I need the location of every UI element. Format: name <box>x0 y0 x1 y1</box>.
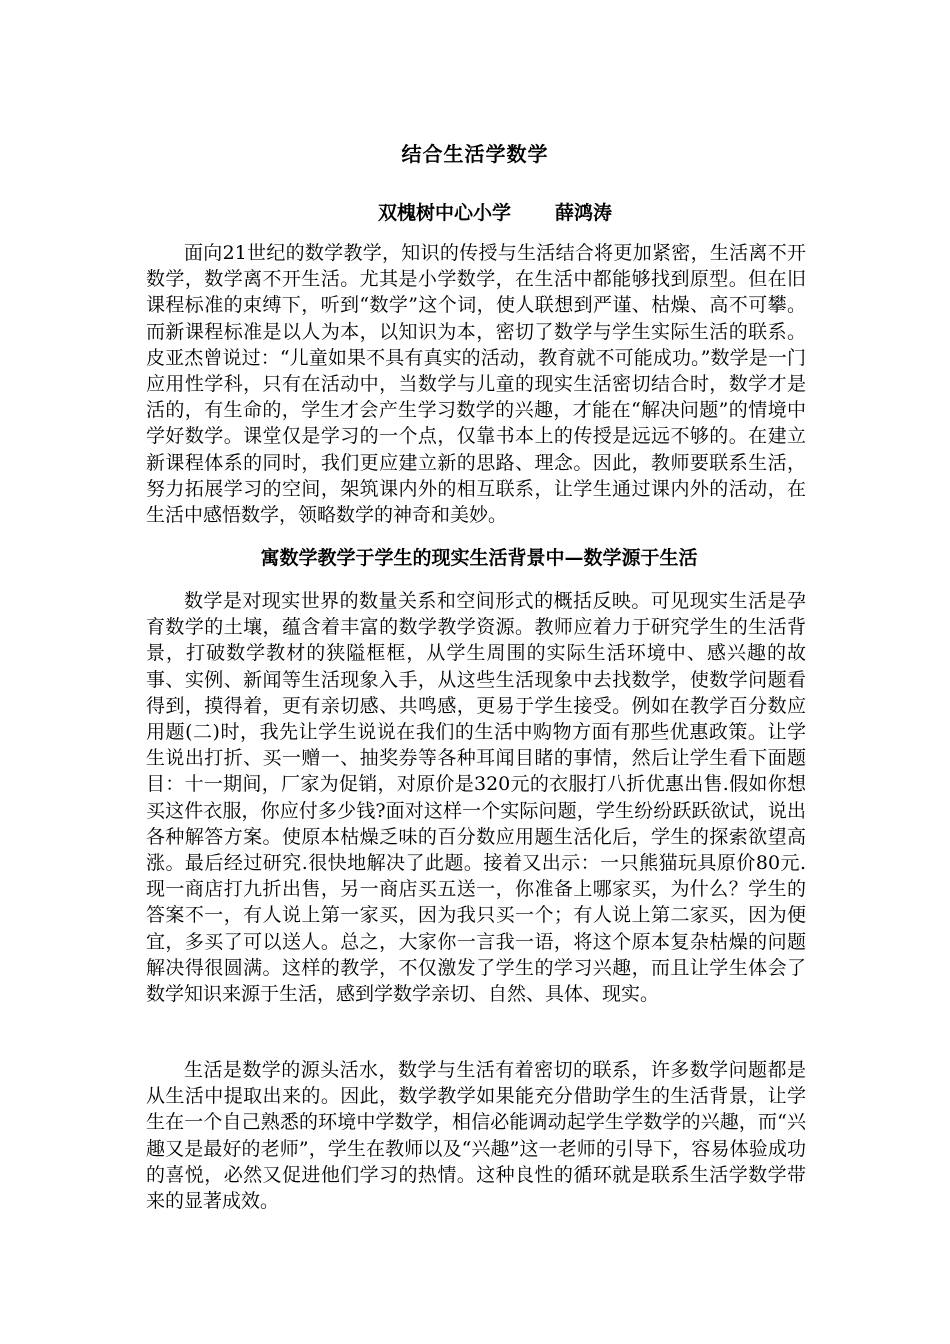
byline-school: 双槐树中心小学 <box>377 202 511 224</box>
section-paragraph: 数学是对现实世界的数量关系和空间形式的概括反映。可见现实生活是孕育数学的土壤，蕴含着丰富的数学教学资源。教师应着力于研究学生的生活背景，打破数学教材的狭隘框框，从学生周围的实际生活环境中、感兴趣的故事、实例、新闻等生活现象入手，从这些生活现象中去找数学，使数学问题看得到，摸得着，更有亲切感、共鸣感，更易于学生接受。例如在教学百分数应用题(二)时，我先让学生说说在我们的生活中购物方面有那些优惠政策。让学生说出打折、买一赠一、抽奖券等各种耳闻目睹的事情，然后让学生看下面题目：十一期间，厂家为促销，对原价是320元的衣服打八折优惠出售.假如你想买这件衣服，你应付多少钱?面对这样一个实际问题，学生纷纷跃跃欲试，说出各种解答方案。使原本枯燥乏味的百分数应用题生活化后，学生的探索欲望高涨。最后经过研究.很快地解决了此题。接着又出示：一只熊猫玩具原价80元.现一商店打九折出售，另一商店买五送一，你准备上哪家买，为什么？学生的答案不一，有人说上第一家买，因为我只买一个；有人说上第二家买，因为便宜，多买了可以送人。总之，大家你一言我一语，将这个原本复杂枯燥的问题解决得很圆满。这样的教学，不仅激发了学生的学习兴趣，而且让学生体会了数学知识来源于生活，感到学数学亲切、自然、具体、现实。 <box>146 590 806 1006</box>
byline-author: 薛鸿涛 <box>555 202 613 224</box>
byline <box>0 198 950 225</box>
document-title: 结合生活学数学 <box>401 142 549 166</box>
intro-paragraph: 面向21世纪的数学教学，知识的传授与生活结合将更加紧密，生活离不开数学，数学离不开生活。尤其是小学数学，在生活中都能够找到原型。但在旧课程标准的束缚下，听到“数学”这个词，使人联想到严谨、枯燥、高不可攀。而新课程标准是以人为本，以知识为本，密切了数学与学生实际生活的联系。皮亚杰曾说过：“儿童如果不具有真实的活动，教育就不可能成功。”数学是一门应用性学科，只有在活动中，当数学与儿童的现实生活密切结合时，数学才是活的，有生命的，学生才会产生学习数学的兴趣，才能在“解决问题”的情境中学好数学。课堂仅是学习的一个点，仅靠书本上的传授是远远不够的。在建立新课程体系的同时，我们更应建立新的思路、理念。因此，教师要联系生活，努力拓展学习的空间，架筑课内外的相互联系，让学生通过课内外的活动，在生活中感悟数学，领略数学的神奇和美妙。 <box>146 242 806 527</box>
section-heading: 寓数学教学于学生的现实生活背景中—数学源于生活 <box>260 547 698 569</box>
section-paragraph: 生活是数学的源头活水，数学与生活有着密切的联系，许多数学问题都是从生活中提取出来的。因此，数学教学如果能充分借助学生的生活背景，让学生在一个自己熟悉的环境中学数学，相信必能调动起学生学数学的兴趣，而“兴趣又是最好的老师”，学生在教师以及“兴趣”这一老师的引导下，容易体验成功的喜悦，必然又促进他们学习的热情。这种良性的循环就是联系生活学数学带来的显著成效。 <box>146 1059 806 1213</box>
